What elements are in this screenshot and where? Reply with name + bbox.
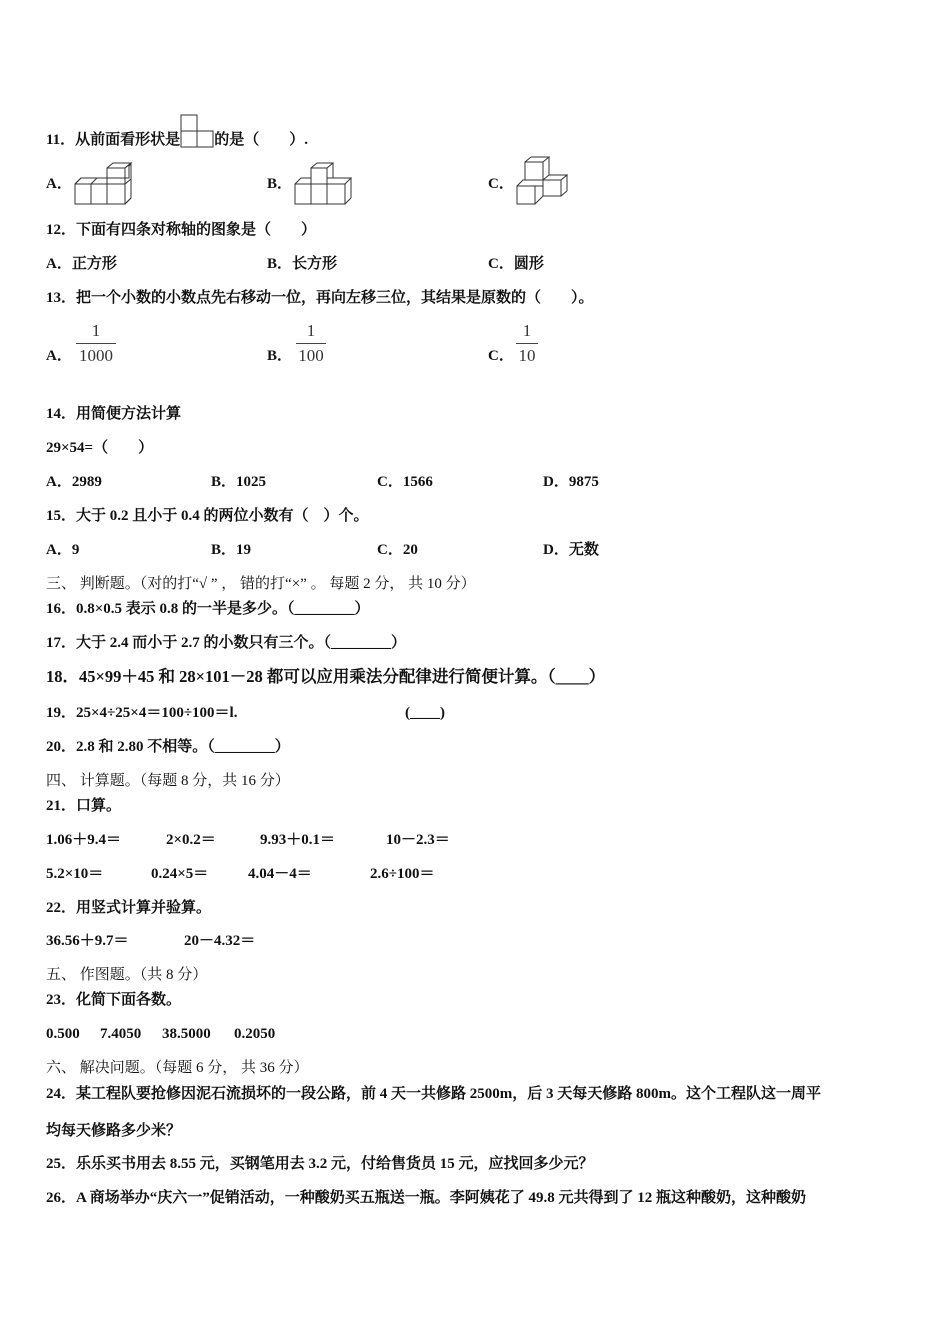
calc-item: 20－4.32＝ bbox=[184, 933, 256, 949]
number-item: 38.5000 bbox=[162, 1026, 211, 1042]
q15-option-a[interactable] bbox=[46, 540, 79, 560]
fraction-numerator: 1 bbox=[306, 321, 316, 340]
question-11-prefix: 11．从前面看形状是 bbox=[46, 132, 181, 148]
q11-option-b[interactable] bbox=[267, 174, 292, 194]
q15-option-b[interactable] bbox=[211, 540, 251, 560]
question-11-suffix: 的是（ ）. bbox=[214, 132, 308, 148]
question-24-line-1: 24．某工程队要抢修因泥石流损坏的一段公路，前 4 天一共修路 2500m，后 3 天每天修路 800m。这个工程队这一周平 bbox=[46, 1086, 821, 1102]
calc-item: 2.6÷100＝ bbox=[370, 866, 435, 882]
question-25: 25．乐乐买书用去 8.55 元，买钢笔用去 3.2 元，付给售货员 15 元，应找回多少元？ bbox=[46, 1156, 594, 1172]
question-16: 16．0.8×0.5 表示 0.8 的一半是多少。（________） bbox=[46, 601, 370, 617]
q13-option-c[interactable] bbox=[488, 346, 514, 366]
option-text: 2989 bbox=[71, 474, 102, 490]
question-20: 20．2.8 和 2.80 不相等。（________） bbox=[46, 739, 290, 755]
front-view-shape-figure bbox=[180, 114, 214, 148]
calc-item: 0.24×5＝ bbox=[151, 866, 209, 882]
option-label: B． bbox=[211, 474, 237, 490]
option-text: 9875 bbox=[568, 474, 599, 490]
question-21: 21．口算。 bbox=[46, 798, 122, 814]
question-24-line-2: 均每天修路多少米？ bbox=[46, 1123, 182, 1139]
option-label: C． bbox=[488, 176, 514, 192]
section-4-heading: 四、 计算题。（每题 8 分，共 16 分） bbox=[46, 773, 290, 789]
q12-option-c[interactable] bbox=[488, 254, 544, 274]
number-item: 0.2050 bbox=[234, 1026, 276, 1042]
q14-option-c[interactable] bbox=[377, 472, 433, 492]
option-text: 圆形 bbox=[513, 256, 544, 272]
question-19: 19．25×4÷25×4＝100÷100＝l. bbox=[46, 705, 238, 721]
question-23: 23．化简下面各数。 bbox=[46, 992, 182, 1008]
calc-item: 5.2×10＝ bbox=[46, 866, 104, 882]
question-13: 13．把一个小数的小数点先右移动一位，再向左移三位，其结果是原数的（ ）。 bbox=[46, 290, 594, 306]
option-label: C． bbox=[488, 256, 514, 272]
q13-option-b[interactable] bbox=[267, 346, 292, 366]
fraction-numerator: 1 bbox=[522, 321, 532, 340]
option-label: B． bbox=[211, 542, 237, 558]
q13-option-a[interactable] bbox=[46, 346, 72, 366]
calc-item: 1.06＋9.4＝ bbox=[46, 832, 122, 848]
option-label: B． bbox=[267, 348, 293, 364]
option-label: D． bbox=[543, 474, 569, 490]
q12-option-a[interactable] bbox=[46, 254, 117, 274]
option-text: 正方形 bbox=[71, 256, 117, 272]
fraction-bar bbox=[76, 343, 116, 344]
fraction-bar bbox=[296, 343, 326, 344]
option-label: A． bbox=[46, 256, 72, 272]
option-text: 20 bbox=[402, 542, 418, 558]
option-label: A． bbox=[46, 474, 72, 490]
q14-option-d[interactable] bbox=[543, 472, 599, 492]
fraction-bar bbox=[516, 343, 538, 344]
option-label: A． bbox=[46, 348, 72, 364]
calc-item: 2×0.2＝ bbox=[166, 832, 216, 848]
q14-option-b[interactable] bbox=[211, 472, 266, 492]
q14-option-a[interactable] bbox=[46, 472, 102, 492]
option-text: 1025 bbox=[236, 474, 267, 490]
option-label: B． bbox=[267, 176, 293, 192]
question-26: 26．A 商场举办“庆六一”促销活动，一种酸奶买五瓶送一瓶。李阿姨花了 49.8 元共得到了 12 瓶这种酸奶，这种酸奶 bbox=[46, 1190, 807, 1206]
question-11 bbox=[46, 114, 308, 150]
cube-figure-b bbox=[294, 162, 354, 206]
q15-option-c[interactable] bbox=[377, 540, 418, 560]
q11-option-a[interactable] bbox=[46, 174, 72, 194]
option-text: 19 bbox=[236, 542, 252, 558]
question-17: 17．大于 2.4 而小于 2.7 的小数只有三个。（________） bbox=[46, 635, 407, 651]
q11-option-c[interactable] bbox=[488, 174, 514, 194]
calc-item: 9.93＋0.1＝ bbox=[260, 832, 336, 848]
question-19-blank[interactable]: (____) bbox=[405, 705, 445, 721]
fraction-denominator: 10 bbox=[518, 346, 536, 365]
fraction-a bbox=[76, 320, 116, 367]
section-3-heading: 三、 判断题。（对的打“√ ” ， 错的打“×” 。 每题 2 分， 共 10 分） bbox=[46, 576, 476, 592]
option-label: B． bbox=[267, 256, 293, 272]
number-item: 0.500 bbox=[46, 1026, 80, 1042]
option-label: C． bbox=[377, 542, 403, 558]
cube-figure-c bbox=[514, 156, 568, 206]
option-label: A． bbox=[46, 542, 72, 558]
option-label: A． bbox=[46, 176, 72, 192]
section-5-heading: 五、 作图题。（共 8 分） bbox=[46, 967, 208, 983]
fraction-b bbox=[296, 320, 326, 367]
question-15: 15．大于 0.2 且小于 0.4 的两位小数有（ ）个。 bbox=[46, 508, 369, 524]
question-12: 12．下面有四条对称轴的图象是（ ） bbox=[46, 222, 317, 238]
number-item: 7.4050 bbox=[100, 1026, 142, 1042]
option-text: 9 bbox=[71, 542, 80, 558]
question-18: 18．45×99＋45 和 28×101－28 都可以应用乘法分配律进行简便计算。（____） bbox=[46, 667, 606, 686]
option-text: 长方形 bbox=[292, 256, 338, 272]
question-14: 14．用简便方法计算 bbox=[46, 406, 182, 422]
cube-figure-a bbox=[74, 162, 134, 206]
option-label: C． bbox=[488, 348, 514, 364]
calc-item: 36.56＋9.7＝ bbox=[46, 933, 129, 949]
question-14-expression: 29×54=（ ） bbox=[46, 440, 154, 456]
q15-option-d[interactable] bbox=[543, 540, 599, 560]
question-22: 22．用竖式计算并验算。 bbox=[46, 900, 212, 916]
calc-item: 4.04－4＝ bbox=[248, 866, 312, 882]
option-text: 无数 bbox=[568, 542, 599, 558]
option-text: 1566 bbox=[402, 474, 433, 490]
calc-item: 10－2.3＝ bbox=[386, 832, 450, 848]
option-label: D． bbox=[543, 542, 569, 558]
fraction-c bbox=[516, 320, 538, 367]
q12-option-b[interactable] bbox=[267, 254, 337, 274]
fraction-denominator: 100 bbox=[298, 346, 324, 365]
fraction-denominator: 1000 bbox=[79, 346, 113, 365]
option-label: C． bbox=[377, 474, 403, 490]
fraction-numerator: 1 bbox=[91, 321, 101, 340]
section-6-heading: 六、 解决问题。（每题 6 分， 共 36 分） bbox=[46, 1060, 309, 1076]
